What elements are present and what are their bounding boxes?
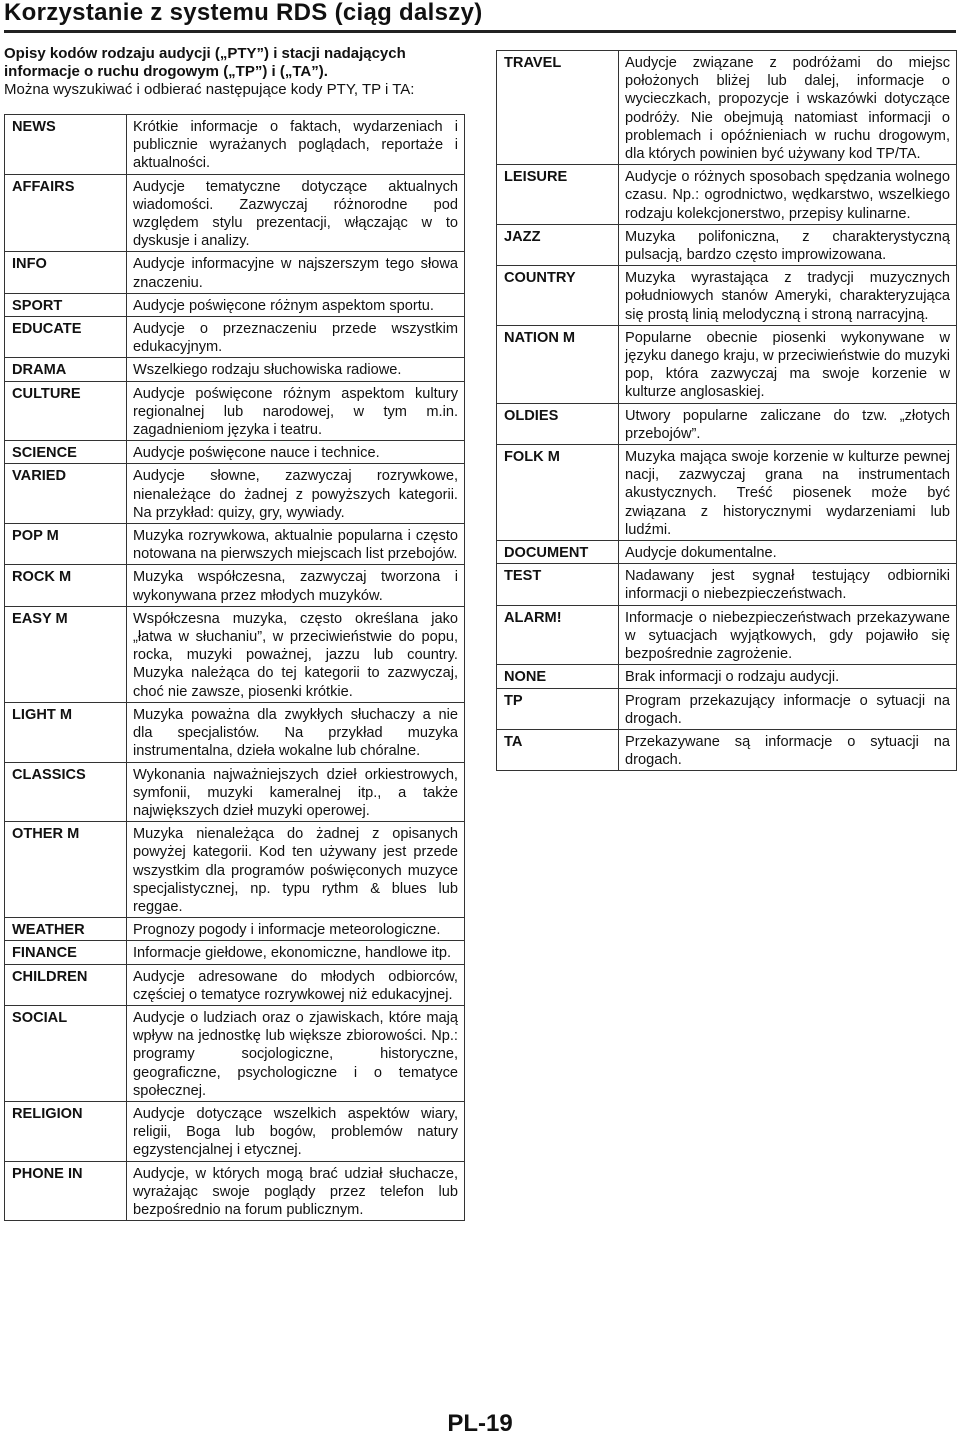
pty-code: SOCIAL [5, 1005, 127, 1101]
pty-description: Popularne obecnie piosenki wykonywane w języku danego kraju, w przeciwieństwie do muzyki pop, która zazwyczaj ma swoje korzenie w kulturze anglosaskiej. [619, 325, 957, 403]
table-row [5, 918, 465, 941]
pty-code: AFFAIRS [5, 174, 127, 252]
table-row [5, 1005, 465, 1101]
table-row [5, 822, 465, 918]
table-row [497, 445, 957, 541]
pty-description: Audycje o ludziach oraz o zjawiskach, które mają wpływ na jednostkę lub większe zbiorowości. Np.: programy socjologiczne, historyczne, geograficzne, psychologiczne i o tematyce społecznej. [127, 1005, 465, 1101]
table-row [5, 524, 465, 565]
table-row [5, 252, 465, 293]
pty-description: Prognozy pogody i informacje meteorologiczne. [127, 918, 465, 941]
pty-code: NATION M [497, 325, 619, 403]
pty-description: Przekazywane są informacje o sytuacji na drogach. [619, 729, 957, 770]
pty-description: Audycje tematyczne dotyczące aktualnych wiadomości. Zazwyczaj różnorodne pod względem stylu prezentacji, włączając w to dyskusje i analizy. [127, 174, 465, 252]
table-row [497, 165, 957, 225]
pty-description: Wszelkiego rodzaju słuchowiska radiowe. [127, 358, 465, 381]
pty-description: Muzyka rozrywkowa, aktualnie popularna i często notowana na pierwszych miejscach list przebojów. [127, 524, 465, 565]
pty-table-left [4, 114, 465, 1221]
table-row [497, 688, 957, 729]
pty-description: Audycje poświęcone różnym aspektom kultury regionalnej lub narodowej, w tym m.in. zagadnieniom języka i teatru. [127, 381, 465, 441]
pty-code: JAZZ [497, 224, 619, 265]
pty-code: EDUCATE [5, 317, 127, 358]
pty-code: FOLK M [497, 445, 619, 541]
pty-code: LIGHT M [5, 702, 127, 762]
pty-description: Audycje informacyjne w najszerszym tego słowa znaczeniu. [127, 252, 465, 293]
pty-description: Informacje giełdowe, ekonomiczne, handlowe itp. [127, 941, 465, 964]
pty-description: Współczesna muzyka, często określana jako „łatwa w słuchaniu”, w przeciwieństwie do popu, rocka, muzyki poważnej, jazzu lub country. Muzyka należąca do tej kategorii to zazwyczaj, choć nie zawsze, piosenki krótkie. [127, 606, 465, 702]
pty-description: Audycje, w których mogą brać udział słuchacze, wyrażając swoje poglądy przez telefon lub bezpośrednio na forum publicznym. [127, 1161, 465, 1221]
pty-description: Audycje dotyczące wszelkich aspektów wiary, religii, Boga lub bogów, problemów natury egzystencjalnej i etycznej. [127, 1101, 465, 1161]
pty-description: Audycje związane z podróżami do miejsc położonych bliżej lub dalej, informacje o wycieczkach, propozycje i wskazówki dotyczące podróży. Nie obejmują natomiast informacji o problemach i opóźnieniach w ruchu drogowym, dla których powinien być używany kod TP/TA. [619, 51, 957, 165]
pty-code: TEST [497, 564, 619, 605]
pty-description: Muzyka współczesna, zazwyczaj tworzona i wykonywana przez młodych muzyków. [127, 565, 465, 606]
table-row [497, 325, 957, 403]
pty-code: ALARM! [497, 605, 619, 665]
pty-code: INFO [5, 252, 127, 293]
pty-description: Utwory popularne zaliczane do tzw. „złotych przebojów”. [619, 403, 957, 444]
pty-description: Wykonania najważniejszych dzieł orkiestrowych, symfonii, muzyki kameralnej itp., a także największych dzieł muzyki operowej. [127, 762, 465, 822]
pty-code: TRAVEL [497, 51, 619, 165]
pty-code: DRAMA [5, 358, 127, 381]
pty-code: SCIENCE [5, 441, 127, 464]
table-row [497, 266, 957, 326]
intro-heading: Opisy kodów rodzaju audycji („PTY”) i stacji nadających informacje o ruchu drogowym („TP”) i („TA”). [4, 45, 406, 80]
table-row [497, 564, 957, 605]
table-row [497, 403, 957, 444]
pty-description: Program przekazujący informacje o sytuacji na drogach. [619, 688, 957, 729]
pty-code: COUNTRY [497, 266, 619, 326]
pty-description: Brak informacji o rodzaju audycji. [619, 665, 957, 688]
pty-description: Krótkie informacje o faktach, wydarzeniach i publicznie wyrażanych poglądach, reportaże i aktualności. [127, 115, 465, 175]
table-row [5, 702, 465, 762]
pty-description: Muzyka mająca swoje korzenie w kulturze pewnej nacji, zazwyczaj grana na instrumentach akustycznych. Treść piosenek może być związana z historycznymi wydarzeniami lub ludźmi. [619, 445, 957, 541]
table-row [497, 665, 957, 688]
intro-text: Można wyszukiwać i odbierać następujące kody PTY, TP i TA: [4, 81, 415, 98]
table-row [497, 51, 957, 165]
pty-description: Nadawany jest sygnał testujący odbiorniki informacji o niebezpieczeństwach. [619, 564, 957, 605]
table-row [5, 1161, 465, 1221]
pty-code: RELIGION [5, 1101, 127, 1161]
pty-code: OTHER M [5, 822, 127, 918]
pty-description: Audycje o różnych sposobach spędzania wolnego czasu. Np.: ogrodnictwo, wędkarstwo, wszelkiego rodzaju kolekcjonerstwo, przepisy kulinarne. [619, 165, 957, 225]
page-title: Korzystanie z systemu RDS (ciąg dalszy) [4, 0, 956, 33]
pty-description: Audycje o przeznaczeniu przede wszystkim edukacyjnym. [127, 317, 465, 358]
pty-code: CLASSICS [5, 762, 127, 822]
table-row [497, 224, 957, 265]
pty-code: NEWS [5, 115, 127, 175]
pty-code: PHONE IN [5, 1161, 127, 1221]
table-row [5, 174, 465, 252]
pty-code: OLDIES [497, 403, 619, 444]
pty-code: FINANCE [5, 941, 127, 964]
pty-description: Audycje poświęcone nauce i technice. [127, 441, 465, 464]
pty-code: CHILDREN [5, 964, 127, 1005]
table-row [5, 464, 465, 524]
table-row [497, 729, 957, 770]
pty-code: SPORT [5, 293, 127, 316]
pty-code: WEATHER [5, 918, 127, 941]
pty-table-right [496, 50, 957, 771]
pty-description: Muzyka nienależąca do żadnej z opisanych powyżej kategorii. Kod ten używany jest przede wszystkim dla programów poświęconych muzyce specjalistycznej, np. typu rythm & blues lub reggae. [127, 822, 465, 918]
pty-description: Muzyka wyrastająca z tradycji muzycznych południowych stanów Ameryki, charakteryzująca się prostą linią melodyczną i stroną narracyjną. [619, 266, 957, 326]
pty-code: NONE [497, 665, 619, 688]
table-row [5, 941, 465, 964]
pty-code: LEISURE [497, 165, 619, 225]
table-row [5, 964, 465, 1005]
table-row [5, 358, 465, 381]
pty-description: Informacje o niebezpieczeństwach przekazywane w sytuacjach wyjątkowych, gdy pojawiło się bezpośrednie zagrożenie. [619, 605, 957, 665]
page-number: PL-19 [447, 1410, 513, 1437]
table-row [5, 1101, 465, 1161]
table-row [5, 762, 465, 822]
table-row [5, 441, 465, 464]
pty-description: Audycje adresowane do młodych odbiorców, częściej o tematyce rozrywkowej niż edukacyjnej. [127, 964, 465, 1005]
pty-description: Muzyka polifoniczna, z charakterystyczną pulsacją, bardzo często improwizowana. [619, 224, 957, 265]
table-row [497, 605, 957, 665]
table-row [497, 541, 957, 564]
pty-description: Muzyka poważna dla zwykłych słuchaczy a nie dla specjalistów. Na przykład muzyka instrumentalna, dzieła wokalne lub chóralne. [127, 702, 465, 762]
table-row [5, 381, 465, 441]
intro [4, 45, 466, 99]
pty-description: Audycje dokumentalne. [619, 541, 957, 564]
table-row [5, 115, 465, 175]
table-row [5, 317, 465, 358]
table-row [5, 565, 465, 606]
pty-code: EASY M [5, 606, 127, 702]
pty-code: POP M [5, 524, 127, 565]
pty-code: VARIED [5, 464, 127, 524]
pty-code: ROCK M [5, 565, 127, 606]
pty-code: DOCUMENT [497, 541, 619, 564]
pty-code: CULTURE [5, 381, 127, 441]
pty-description: Audycje słowne, zazwyczaj rozrywkowe, nienależące do żadnej z powyższych kategorii. Na przykład: quizy, gry, wywiady. [127, 464, 465, 524]
pty-description: Audycje poświęcone różnym aspektom sportu. [127, 293, 465, 316]
table-row [5, 606, 465, 702]
pty-code: TP [497, 688, 619, 729]
table-row [5, 293, 465, 316]
pty-code: TA [497, 729, 619, 770]
